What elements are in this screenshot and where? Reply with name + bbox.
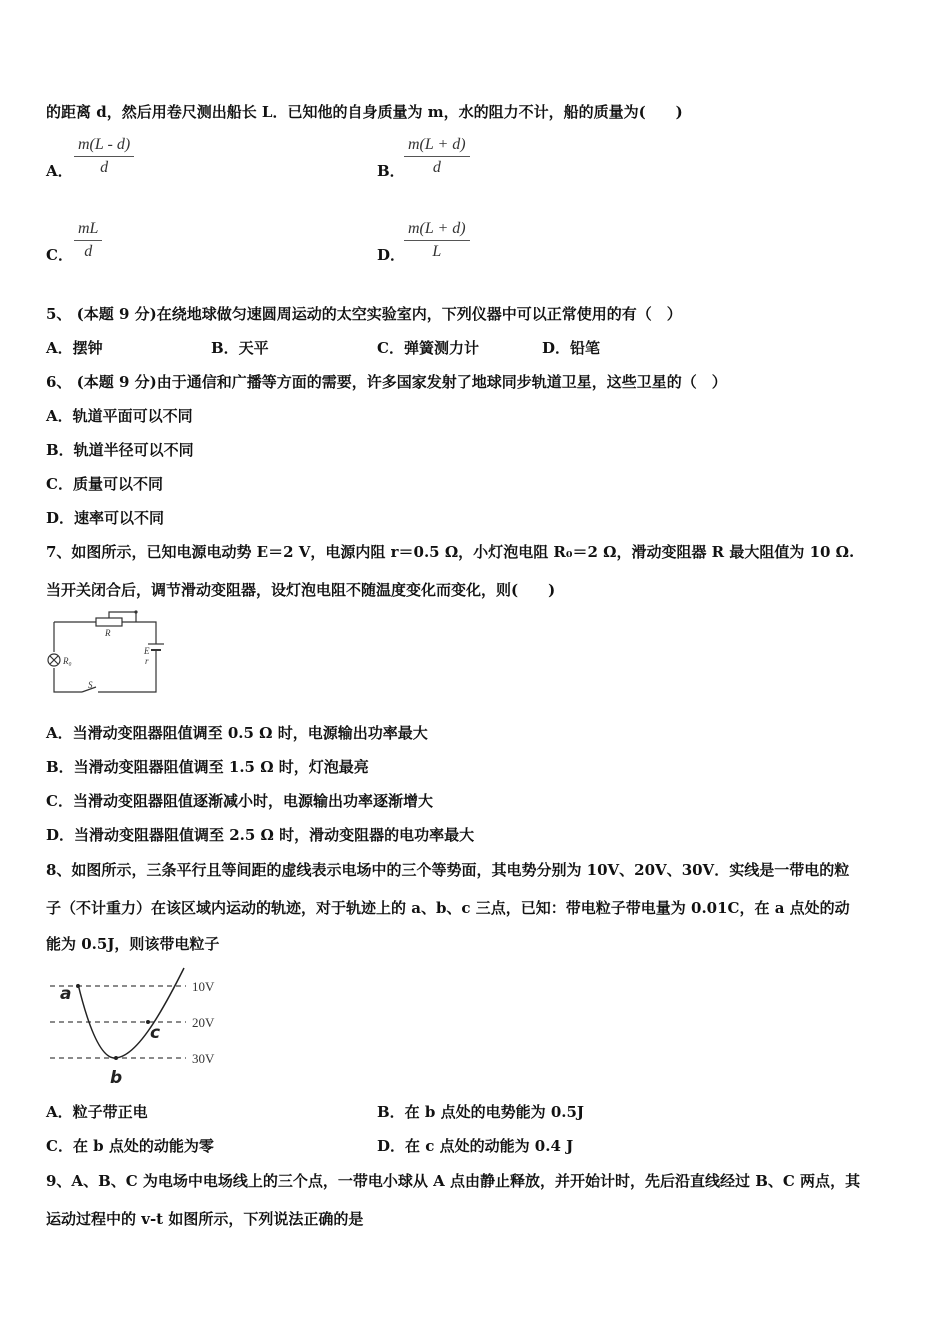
q6-option-c: C．质量可以不同 [46,475,163,493]
q6-stem: 6、 (本题 9 分)由于通信和广播等方面的需要，许多国家发射了地球同步轨道卫星，这些卫星的（ ） [46,373,727,391]
q5-stem: 5、 (本题 9 分)在绕地球做匀速圆周运动的太空实验室内，下列仪器中可以正常使用的有（ ） [46,305,682,323]
q4-option-c-fraction [74,220,102,261]
q7-label-lamp: R₀ [63,656,72,666]
q7-option-b: B．当滑动变阻器阻值调至 1.5 Ω 时，灯泡最亮 [46,758,369,776]
point-b [114,1056,118,1060]
q8-stem-line2: 子（不计重力）在该区域内运动的轨迹，对于轨迹上的 a、b、c 三点，已知：带电粒子带电量为 0.01C，在 a 点处的动 [46,899,850,917]
q8-stem-line1: 8、如图所示，三条平行且等间距的虚线表示电场中的三个等势面，其电势分别为 10V、20V、30V．实线是一带电的粒 [46,861,850,879]
q5-option-a: A．摆钟 [46,339,103,357]
numerator: m(L - d) [74,136,134,157]
q9-stem-line1: 9、A、B、C 为电场中电场线上的三个点，一带电小球从 A 点由静止释放，并开始计时，先后沿直线经过 B、C 两点，其 [46,1172,861,1190]
label-b: b [110,1068,123,1088]
q8-option-b: B．在 b 点处的电势能为 0.5J [377,1103,585,1121]
denominator: d [432,159,441,176]
label-10v: 10V [192,979,215,994]
q4-option-a-label: A． [46,162,73,180]
particle-trajectory [78,968,184,1058]
q7-stem-line1: 7、如图所示，已知电源电动势 E＝2 V，电源内阻 r＝0.5 Ω，小灯泡电阻 R₀＝2 Ω，滑动变阻器 R 最大阻值为 10 Ω. [46,543,855,561]
q7-label-emf: E [144,646,150,656]
slider-contact [134,610,137,613]
q9-stem-line2: 运动过程中的 v-t 如图所示，下列说法正确的是 [46,1210,364,1228]
q7-circuit-diagram [44,608,164,700]
q8-option-d: D．在 c 点处的动能为 0.4 J [377,1137,574,1155]
denominator: d [84,243,93,260]
denominator: L [432,243,442,260]
q4-option-a-fraction [74,136,134,177]
label-20v: 20V [192,1015,215,1030]
q4-option-c-label: C． [46,246,73,264]
q4-option-d-fraction [404,220,470,261]
q6-option-d: D．速率可以不同 [46,509,165,527]
label-30v: 30V [192,1051,215,1066]
q4-option-b-fraction [404,136,470,177]
q6-option-a: A．轨道平面可以不同 [46,407,193,425]
point-a [76,984,80,988]
q7-stem-line2: 当开关闭合后，调节滑动变阻器，设灯泡电阻不随温度变化而变化，则( ) [46,581,556,599]
numerator: mL [74,220,102,241]
numerator: m(L + d) [404,220,470,241]
q8-equipotential-diagram [44,962,234,1088]
q7-option-c: C．当滑动变阻器阻值逐渐减小时，电源输出功率逐渐增大 [46,792,433,810]
denominator: d [100,159,109,176]
q8-option-a: A．粒子带正电 [46,1103,148,1121]
q7-label-internal-r: r [145,656,149,666]
q5-option-d: D．铅笔 [542,339,601,357]
q8-option-c: C．在 b 点处的动能为零 [46,1137,214,1155]
q4-option-d-label: D． [377,246,406,264]
q8-stem-line3: 能为 0.5J，则该带电粒子 [46,935,220,953]
q4-option-b-label: B． [377,162,405,180]
q6-option-b: B．轨道半径可以不同 [46,441,194,459]
q7-label-switch: S [88,680,93,690]
numerator: m(L + d) [404,136,470,157]
q7-label-r-rheostat: R [105,628,111,638]
label-c: c [150,1023,161,1043]
q4-stem-tail: 的距离 d，然后用卷尺测出船长 L．已知他的自身质量为 m，水的阻力不计，船的质量为( ) [46,103,683,121]
q5-option-c: C．弹簧测力计 [377,339,479,357]
q7-option-d: D．当滑动变阻器阻值调至 2.5 Ω 时，滑动变阻器的电功率最大 [46,826,475,844]
q7-option-a: A．当滑动变阻器阻值调至 0.5 Ω 时，电源输出功率最大 [46,724,428,742]
q5-option-b: B．天平 [211,339,269,357]
label-a: a [60,984,72,1004]
